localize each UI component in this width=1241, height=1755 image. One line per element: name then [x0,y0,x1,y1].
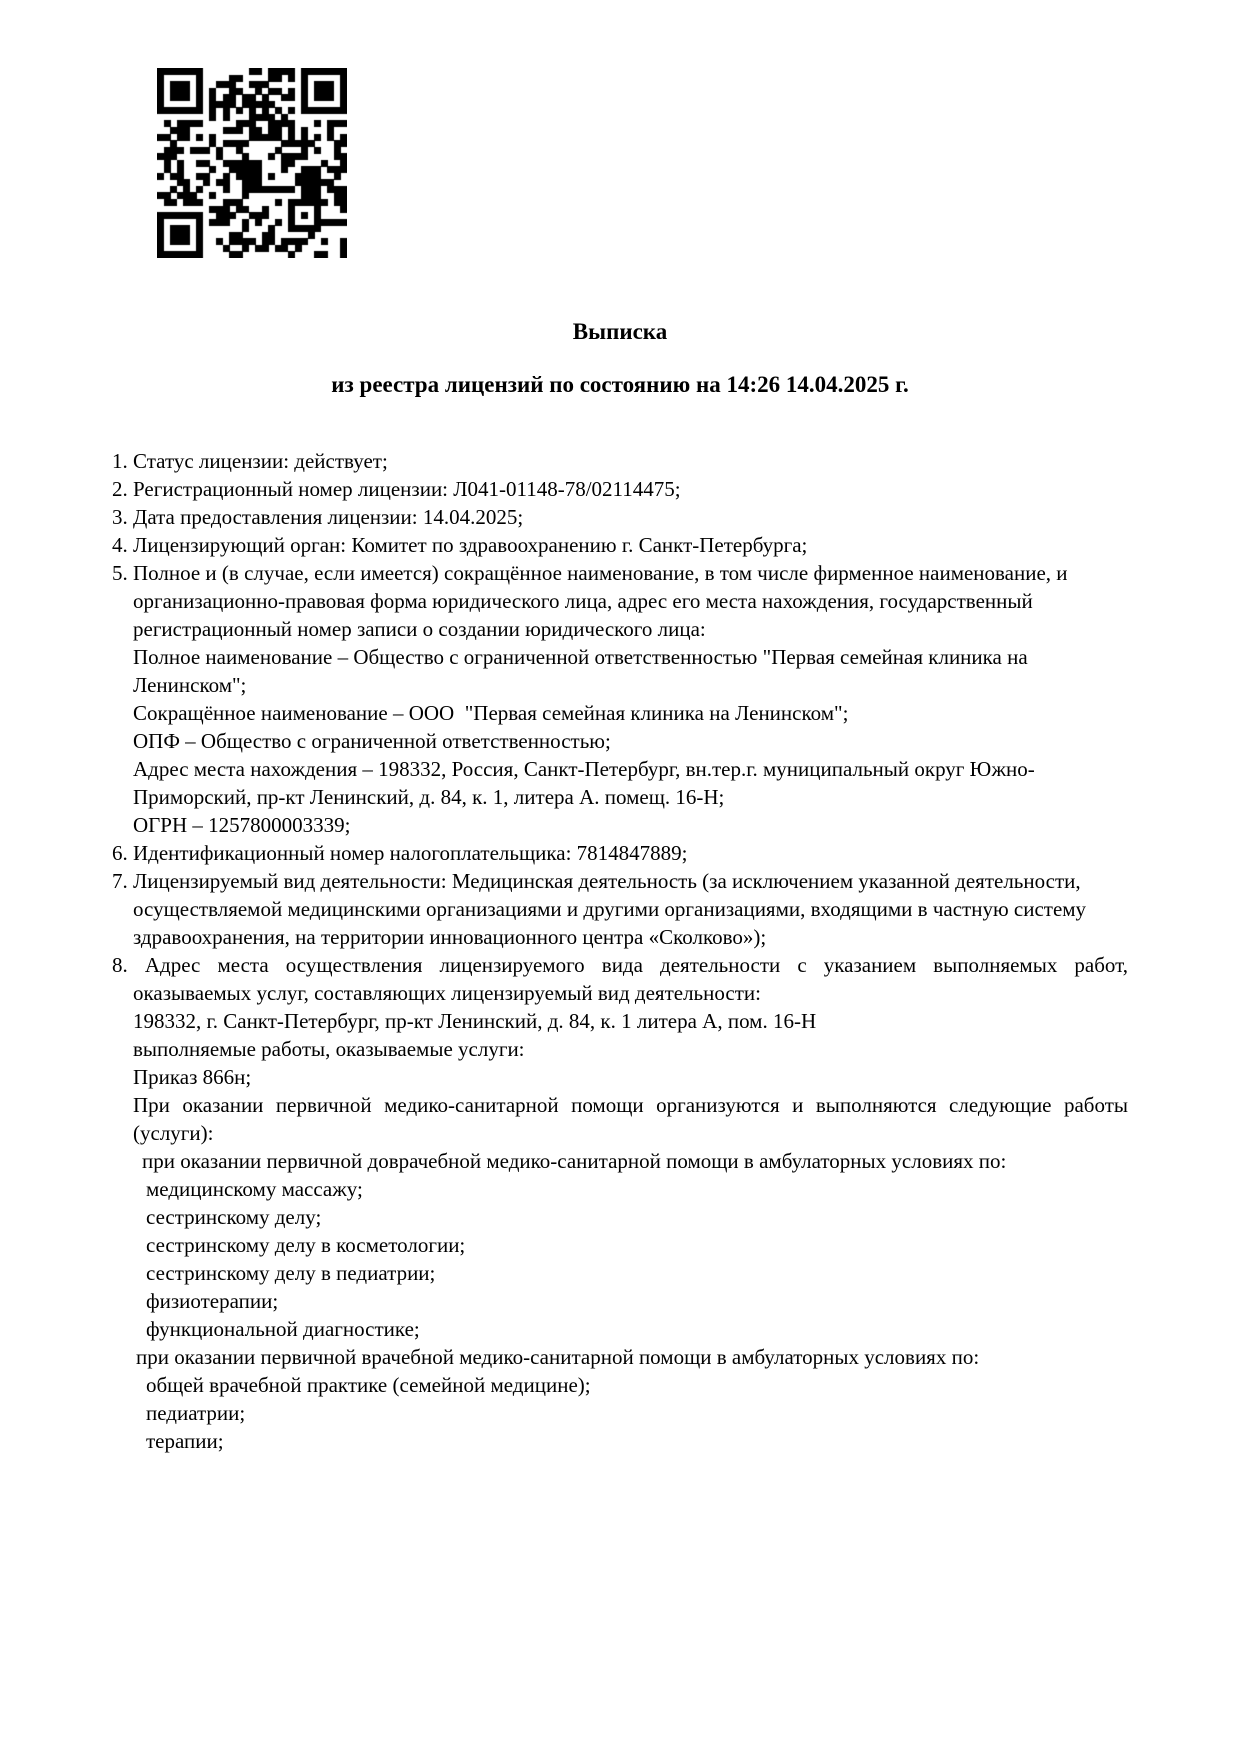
item-number: 6. [112,841,133,865]
paragraph-text: Приказ 866н; [133,1065,252,1089]
license-extract-document [112,318,1134,1455]
list-paragraph [112,1315,1128,1343]
page-title: Выписка [572,319,668,344]
item-number: 1. [112,449,133,473]
paragraph-text: Дата предоставления лицензии: 14.04.2025; [133,505,524,529]
list-paragraph [112,1091,1134,1147]
list-paragraph [112,643,1128,699]
item-number: 8. [112,953,145,977]
paragraph-text: Адрес места осуществления лицензируемого вида деятельности с указанием выполняемых работ, оказываемых услуг, составляющих лицензируемый вид деятельности: [133,953,1134,1005]
list-paragraph [112,1175,1128,1203]
paragraph-text: Лицензируемый вид деятельности: Медицинская деятельность (за исключением указанной деятельности, осуществляемой медицинскими организациями и другими организациями, входящими в частную систему здравоохранения, на территории инновационного центра «Сколково»); [133,869,1092,949]
paragraph-text: 198332, г. Санкт-Петербург, пр-кт Ленинский, д. 84, к. 1 литера А, пом. 16-Н [133,1009,817,1033]
paragraph-text: медицинскому массажу; [146,1177,363,1201]
list-paragraph [112,559,1128,643]
paragraph-text: сестринскому делу в косметологии; [146,1233,466,1257]
list-paragraph [112,1399,1128,1427]
item-number: 7. [112,869,133,893]
paragraph-text: Полное и (в случае, если имеется) сокращённое наименование, в том числе фирменное наименование, и организационно-правовая форма юридического лица, адрес его места нахождения, государственный регистрационный номер записи о создании юридического лица: [133,561,1073,641]
list-paragraph [112,1203,1128,1231]
list-paragraph [112,1063,1128,1091]
list-paragraph [112,1231,1128,1259]
list-paragraph [112,1147,1128,1175]
item-number: 2. [112,477,133,501]
list-paragraph [112,1035,1128,1063]
paragraph-text: сестринскому делу в педиатрии; [146,1261,436,1285]
qr-code [157,68,347,258]
item-number: 3. [112,505,133,529]
list-paragraph [112,951,1134,1007]
paragraph-text: функциональной диагностике; [146,1317,420,1341]
paragraph-text: Лицензирующий орган: Комитет по здравоохранению г. Санкт-Петербурга; [133,533,808,557]
list-paragraph [112,699,1128,727]
paragraph-text: Сокращённое наименование – ООО "Первая семейная клиника на Ленинском"; [133,701,849,725]
paragraph-text: ОГРН – 1257800003339; [133,813,351,837]
paragraph-text: Регистрационный номер лицензии: Л041-01148-78/02114475; [133,477,681,501]
paragraph-text: сестринскому делу; [146,1205,322,1229]
list-paragraph [112,755,1128,811]
paragraph-text: ОПФ – Общество с ограниченной ответственностью; [133,729,611,753]
page-subtitle: из реестра лицензий по состоянию на 14:26 14.04.2025 г. [331,372,909,397]
paragraph-text: терапии; [146,1429,224,1453]
list-paragraph [112,1007,1128,1035]
paragraph-text: педиатрии; [146,1401,246,1425]
list-paragraph [112,839,1128,867]
paragraph-text: При оказании первичной медико-санитарной помощи организуются и выполняются следующие работы (услуги): [133,1093,1134,1145]
list-paragraph [112,1371,1128,1399]
list-paragraph [112,867,1128,951]
list-paragraph [112,811,1128,839]
paragraph-text: Статус лицензии: действует; [133,449,388,473]
paragraph-text: Полное наименование – Общество с ограниченной ответственностью "Первая семейная клиника на Ленинском"; [133,645,1033,697]
paragraph-text: Идентификационный номер налогоплательщика: 7814847889; [133,841,688,865]
license-details-list [112,447,1134,1455]
paragraph-text: Адрес места нахождения – 198332, Россия, Санкт-Петербург, вн.тер.г. муниципальный округ Южно-Приморский, пр-кт Ленинский, д. 84, к. 1, литера А. помещ. 16-Н; [133,757,1035,809]
list-paragraph [112,503,1128,531]
list-paragraph [112,447,1128,475]
paragraph-text: выполняемые работы, оказываемые услуги: [133,1037,525,1061]
item-number: 4. [112,533,133,557]
list-paragraph [112,1259,1128,1287]
list-paragraph [112,1287,1128,1315]
list-paragraph [112,1427,1128,1455]
paragraph-text: при оказании первичной врачебной медико-санитарной помощи в амбулаторных условиях по: [136,1345,980,1369]
paragraph-text: общей врачебной практике (семейной медицине); [146,1373,591,1397]
list-paragraph [112,727,1128,755]
paragraph-text: при оказании первичной доврачебной медико-санитарной помощи в амбулаторных условиях по: [142,1149,1007,1173]
item-number: 5. [112,561,133,585]
paragraph-text: физиотерапии; [146,1289,279,1313]
list-paragraph [112,1343,1128,1371]
list-paragraph [112,531,1128,559]
list-paragraph [112,475,1128,503]
